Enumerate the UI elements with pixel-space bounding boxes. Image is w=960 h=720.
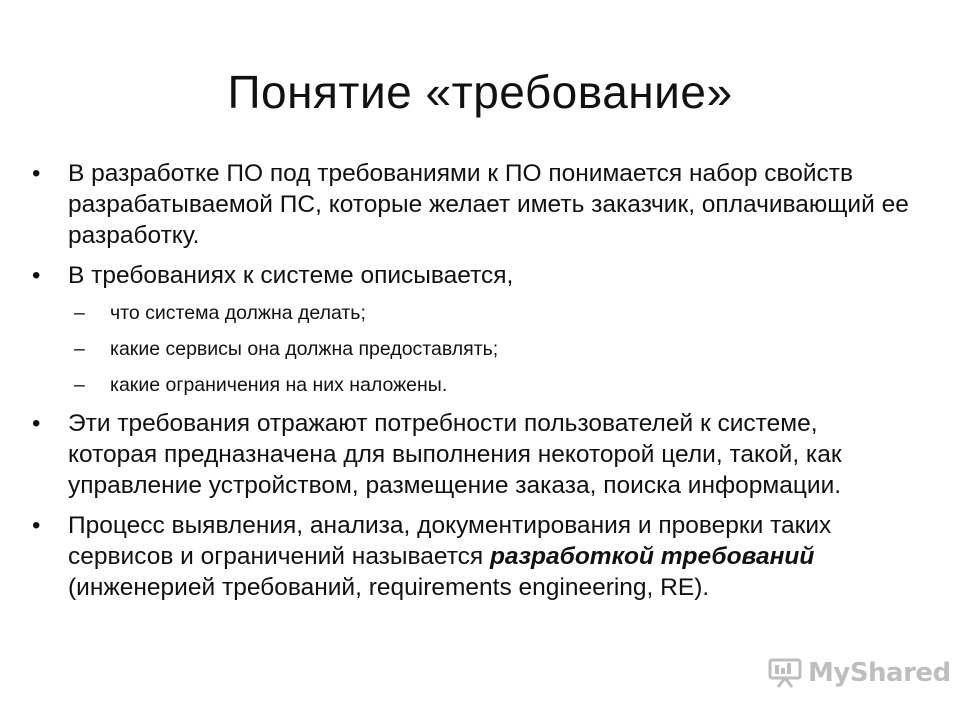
watermark xyxy=(768,655,951,691)
presentation-board-icon xyxy=(768,657,802,689)
bullet-item xyxy=(30,510,910,603)
bullet-item xyxy=(30,408,910,501)
subbullet-marker: – xyxy=(74,374,85,396)
subbullet-text: что система должна делать; xyxy=(110,302,366,324)
subbullet-marker: – xyxy=(74,338,85,360)
slide-title: Понятие «требование» xyxy=(227,66,733,118)
subbullet-text: какие сервисы она должна предоставлять; xyxy=(110,338,499,360)
bullet-marker: • xyxy=(32,160,41,187)
slide-content xyxy=(30,158,910,612)
bullet-marker: • xyxy=(32,512,41,539)
bullet-marker: • xyxy=(32,262,41,289)
bullet-text: В разработке ПО под требованиями к ПО понимается набор свойств разрабатываемой ПС, которые желает иметь заказчик, оплачивающий ее разработку. xyxy=(68,160,909,249)
bullet-text: В требованиях к системе описывается, xyxy=(68,262,514,289)
subbullet-marker: – xyxy=(74,302,85,324)
subbullet-text: какие ограничения на них наложены. xyxy=(110,374,448,396)
bullet-text-before: Процесс выявления, анализа, документирования и проверки таких сервисов и ограничений называется xyxy=(68,512,832,570)
watermark-text: MyShared xyxy=(808,658,951,688)
subbullet-item xyxy=(30,300,910,326)
bullet-item xyxy=(30,260,910,291)
subbullet-item xyxy=(30,336,910,362)
bullet-text-after: (инженерией требований, requirements engineering, RE). xyxy=(68,574,710,601)
subbullet-item xyxy=(30,372,910,398)
bullet-text: Эти требования отражают потребности пользователей к системе, которая предназначена для выполнения некоторой цели, такой, как управление устройством, размещение заказа, поиска информации. xyxy=(68,410,842,499)
bullet-text-emphasis: разработкой требований xyxy=(489,543,815,570)
bullet-item xyxy=(30,158,910,251)
bullet-marker: • xyxy=(32,410,41,437)
